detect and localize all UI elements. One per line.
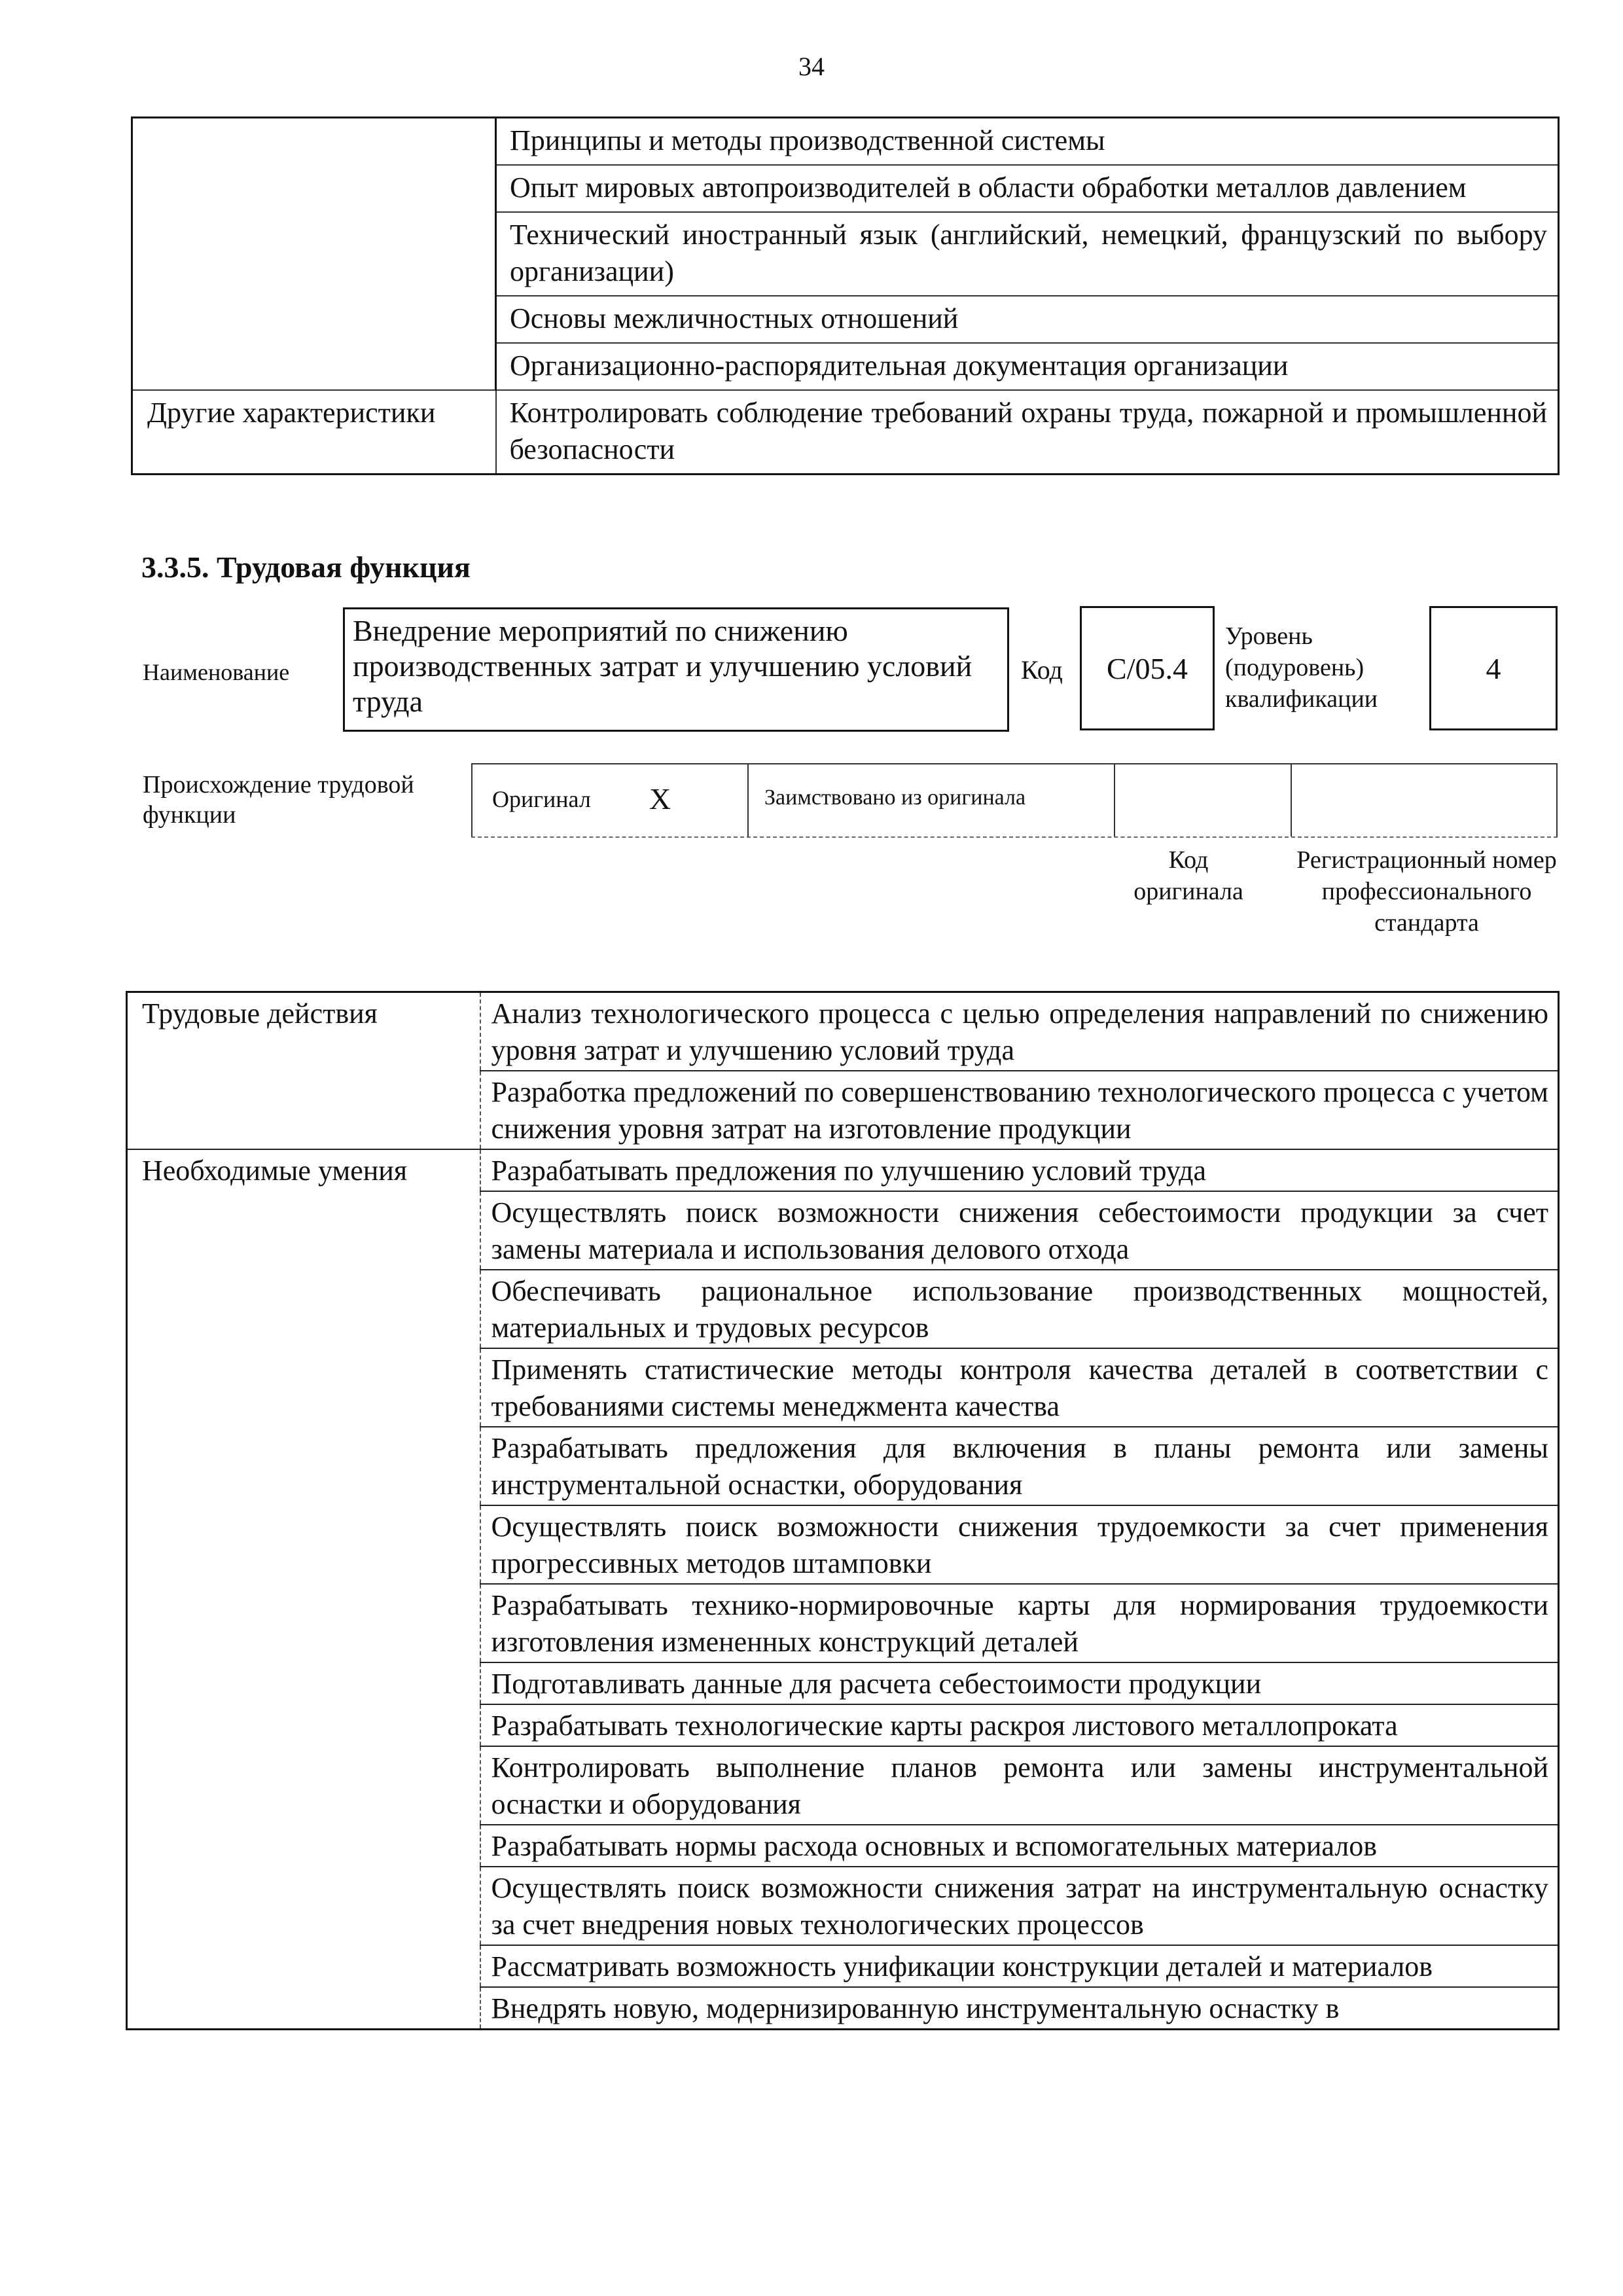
original-label: Оригинал: [492, 786, 591, 812]
skill-item: Обеспечивать рациональное использование производственных мощностей, материальных и трудовых ресурсов: [480, 1270, 1559, 1348]
knowledge-item: Основы межличностных отношений: [496, 296, 1559, 343]
skill-item: Разрабатывать технологические карты раскроя листового металлопроката: [480, 1704, 1559, 1746]
skill-item: Осуществлять поиск возможности снижения себестоимости продукции за счет замены материала и использования делового отхода: [480, 1191, 1559, 1270]
reg-number-caption: Регистрационный номер профессионального стандарта: [1296, 846, 1557, 937]
skill-item: Рассматривать возможность унификации конструкции деталей и материалов: [480, 1945, 1559, 1987]
skill-item: Разрабатывать предложения для включения в планы ремонта или замены инструментальной оснастки, оборудования: [480, 1427, 1559, 1505]
knowledge-item: Организационно-распорядительная документация организации: [496, 343, 1559, 390]
original-mark: Х: [649, 782, 671, 816]
skill-item: Разрабатывать нормы расхода основных и вспомогательных материалов: [480, 1825, 1559, 1867]
action-item: Анализ технологического процесса с целью определения направлений по снижению уровня затрат и улучшению условий труда: [480, 992, 1559, 1071]
level-label: Уровень (подуровень) квалификации: [1225, 622, 1378, 713]
origin-cell-reg: [1292, 764, 1558, 836]
knowledge-item: Принципы и методы производственной системы: [496, 118, 1559, 166]
skill-item: Осуществлять поиск возможности снижения трудоемкости за счет применения прогрессивных методов штамповки: [480, 1505, 1559, 1584]
other-characteristics-label: Другие характеристики: [132, 390, 496, 475]
labor-function-table: [126, 991, 1560, 2030]
page-number: 34: [798, 52, 825, 81]
origin-label: Происхождение трудовой функции: [143, 771, 414, 829]
level-box: 4: [1429, 606, 1558, 730]
code-label: Код: [1021, 655, 1063, 685]
skill-item: Осуществлять поиск возможности снижения затрат на инструментальную оснастку за счет внедрения новых технологических процессов: [480, 1867, 1559, 1945]
skill-item: Применять статистические методы контроля качества деталей в соответствии с требованиями системы менеджмента качества: [480, 1348, 1559, 1427]
knowledge-item: Технический иностранный язык (английский, немецкий, французский по выбору организации): [496, 212, 1559, 296]
other-characteristics-value: Контролировать соблюдение требований охраны труда, пожарной и промышленной безопасности: [496, 390, 1559, 475]
skill-item: Контролировать выполнение планов ремонта или замены инструментальной оснастки и оборудования: [480, 1746, 1559, 1825]
name-label: Наименование: [143, 659, 290, 685]
origin-cell-code: [1115, 764, 1292, 836]
skill-item: Разрабатывать предложения по улучшению условий труда: [480, 1149, 1559, 1191]
action-item: Разработка предложений по совершенствованию технологического процесса с учетом снижения уровня затрат на изготовление продукции: [480, 1071, 1559, 1149]
knowledge-item: Опыт мировых автопроизводителей в области обработки металлов давлением: [496, 165, 1559, 212]
skill-item: Разрабатывать технико-нормировочные карты для нормирования трудоемкости изготовления измененных конструкций деталей: [480, 1584, 1559, 1662]
skill-item: Подготавливать данные для расчета себестоимости продукции: [480, 1662, 1559, 1704]
knowledge-table: [131, 117, 1560, 475]
empty-label-cell: [132, 118, 496, 391]
actions-label: Трудовые действия: [127, 992, 480, 1150]
function-code-box: С/05.4: [1080, 606, 1215, 730]
section-title: 3.3.5. Трудовая функция: [141, 550, 471, 584]
borrowed-label: Заимствовано из оригинала: [764, 785, 1026, 810]
skill-item: Внедрять новую, модернизированную инструментальную оснастку в: [491, 1992, 1340, 2024]
code-original-caption: Код оригинала: [1133, 846, 1243, 905]
function-name-box: Внедрение мероприятий по снижению производственных затрат и улучшению условий труда: [343, 607, 1009, 732]
skills-label: Необходимые умения: [127, 1149, 480, 2030]
